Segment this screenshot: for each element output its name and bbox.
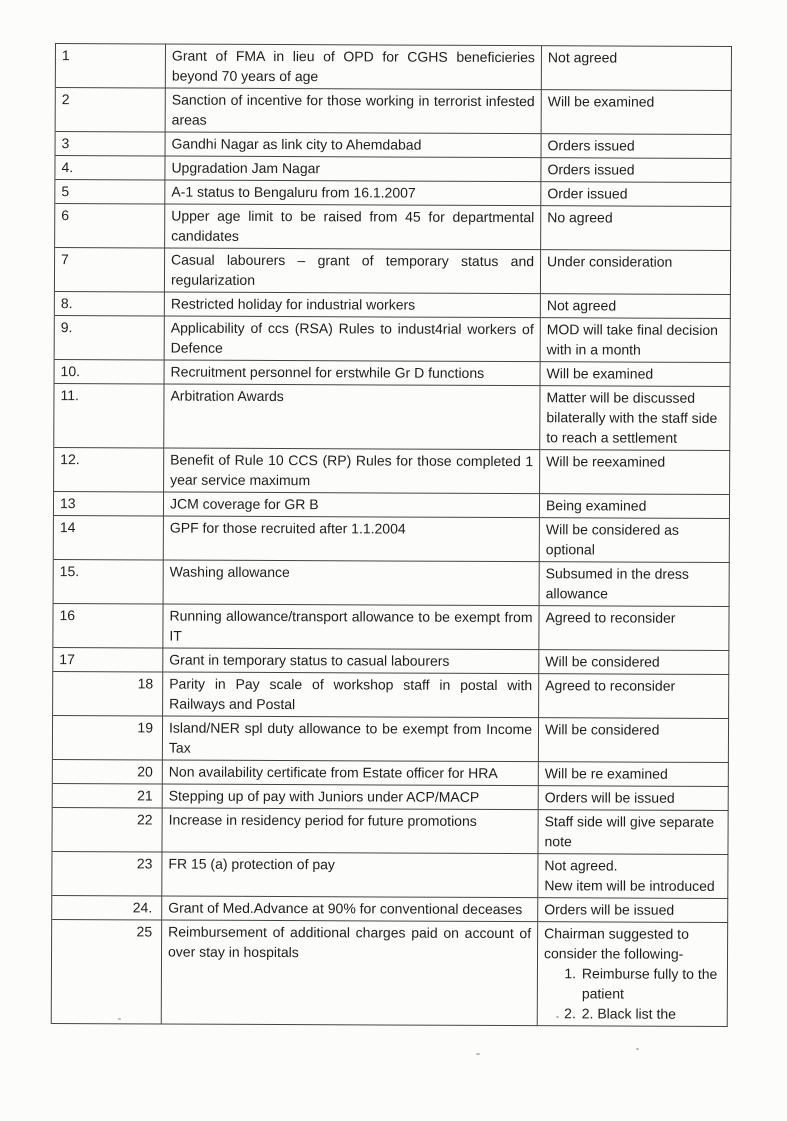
row-description: Grant in temporary status to casual labourers	[163, 649, 539, 675]
table-row	[53, 604, 729, 651]
status-list	[544, 963, 721, 1024]
row-status	[539, 762, 729, 787]
row-status	[540, 494, 730, 519]
row-status	[541, 250, 731, 295]
row-number: 12.	[54, 448, 164, 492]
table-row	[56, 88, 732, 135]
row-description: FR 15 (a) protection of pay	[162, 853, 538, 899]
row-status	[540, 450, 730, 495]
status-text: No agreed	[547, 209, 613, 226]
row-description: Grant of FMA in lieu of OPD for CGHS beneficieries beyond 70 years of age	[166, 45, 542, 91]
row-description: GPF for those recruited after 1.1.2004	[164, 517, 540, 563]
row-number: 19	[53, 716, 163, 760]
row-number: 6	[55, 204, 165, 248]
row-number: 11.	[54, 384, 164, 448]
row-status	[538, 898, 728, 923]
row-number: 3	[56, 132, 166, 156]
status-text: Not agreed	[546, 297, 617, 314]
status-text: Chairman suggested to consider the following-	[544, 925, 689, 962]
table-row	[55, 360, 731, 387]
status-text: Will be examined	[546, 365, 654, 382]
row-description: Washing allowance	[164, 561, 540, 607]
row-status	[541, 182, 731, 207]
row-number: 4.	[55, 156, 165, 180]
row-description: JCM coverage for GR B	[164, 493, 540, 519]
row-number: 5	[55, 180, 165, 204]
status-text: Being examined	[545, 497, 647, 514]
table-row	[52, 852, 728, 899]
table-row	[55, 204, 731, 251]
status-text: Order issued	[547, 185, 628, 202]
table-row	[54, 384, 730, 451]
scan-speck	[476, 1053, 480, 1055]
row-status	[539, 786, 729, 811]
row-number: 18	[53, 672, 163, 716]
row-description: Increase in residency period for future promotions	[162, 809, 538, 855]
row-description: Recruitment personnel for erstwhile Gr D functions	[165, 361, 541, 387]
table-row	[55, 156, 731, 183]
row-number: 23	[52, 852, 162, 896]
table-row	[53, 648, 729, 675]
scan-speck	[118, 1018, 121, 1020]
row-number: 9.	[55, 316, 165, 360]
table-row	[54, 492, 730, 519]
status-text: Orders will be issued	[544, 901, 675, 918]
table-row	[53, 672, 729, 719]
row-number: 20	[53, 760, 163, 784]
row-status	[538, 810, 728, 855]
table-row	[52, 808, 728, 855]
status-text: Staff side will give separate note	[544, 813, 715, 850]
row-status	[539, 674, 729, 719]
status-list-item: 2. 2. Black list the	[580, 1003, 721, 1024]
status-text: Will be considered as optional	[545, 521, 679, 558]
row-number: 14	[54, 516, 164, 560]
row-description: A-1 status to Bengaluru from 16.1.2007	[165, 181, 541, 207]
row-status	[541, 318, 731, 363]
row-number: 16	[53, 604, 163, 648]
row-status	[540, 386, 730, 451]
row-description: Island/NER spl duty allowance to be exempt from Income Tax	[163, 717, 539, 763]
row-description: Upper age limit to be raised from 45 for departmental candidates	[165, 205, 541, 251]
status-text: Agreed to reconsider	[545, 677, 676, 694]
row-number: 15.	[54, 560, 164, 604]
scan-speck	[636, 1048, 639, 1050]
table-row	[52, 896, 728, 923]
row-description: Restricted holiday for industrial workers	[165, 293, 541, 319]
row-number: 1	[56, 44, 166, 88]
row-description: Grant of Med.Advance at 90% for conventional deceases	[162, 897, 538, 923]
row-status	[541, 362, 731, 387]
status-list-item: 1. Reimburse fully to the patient	[580, 963, 721, 1004]
status-text: Not agreed	[547, 49, 618, 66]
row-status	[542, 46, 732, 91]
row-number: 24.	[52, 896, 162, 920]
table-row	[54, 448, 730, 495]
row-number: 13	[54, 492, 164, 516]
status-text: Not agreed. New item will be introduced	[544, 857, 715, 894]
row-status	[541, 294, 731, 319]
row-status	[540, 562, 730, 607]
status-text: Orders issued	[547, 161, 635, 178]
status-text: MOD will take final decision with in a month	[546, 321, 718, 358]
status-text: Will be considered	[545, 653, 660, 670]
row-description: Non availability certificate from Estate officer for HRA	[163, 761, 539, 787]
status-table	[51, 43, 732, 1027]
row-number: 2	[56, 88, 166, 132]
table-row	[52, 920, 728, 1027]
table-row	[53, 760, 729, 787]
row-status	[539, 718, 729, 763]
row-description: Stepping up of pay with Juniors under ACP/MACP	[163, 785, 539, 811]
row-number: 21	[53, 784, 163, 808]
row-status	[542, 134, 732, 159]
row-description: Sanction of incentive for those working in terrorist infested areas	[166, 89, 542, 135]
table-row	[55, 316, 731, 363]
row-status	[540, 518, 730, 563]
row-status	[541, 158, 731, 183]
row-number: 17	[53, 648, 163, 672]
table-row	[53, 784, 729, 811]
row-description: Casual labourers – grant of temporary status and regularization	[165, 249, 541, 295]
row-status	[541, 206, 731, 251]
row-description: Reimbursement of additional charges paid on account of over stay in hospitals	[162, 921, 538, 1027]
row-description: Gandhi Nagar as link city to Ahemdabad	[166, 133, 542, 159]
scan-speck	[556, 1016, 559, 1018]
status-text: Will be re examined	[544, 765, 668, 782]
row-description: Upgradation Jam Nagar	[165, 157, 541, 183]
status-text: Will be reexamined	[546, 453, 666, 470]
row-description: Applicability of ccs (RSA) Rules to indust4rial workers of Defence	[165, 317, 541, 363]
row-number: 25	[52, 920, 162, 1024]
table-row	[56, 44, 732, 91]
row-number: 10.	[55, 360, 165, 384]
row-status	[538, 854, 728, 899]
table-row	[53, 716, 729, 763]
status-text: Subsumed in the dress allowance	[545, 565, 689, 602]
status-text: Under consideration	[547, 253, 673, 270]
table-row	[54, 516, 730, 563]
row-status	[539, 650, 729, 675]
row-description: Running allowance/transport allowance to be exempt from IT	[163, 605, 539, 651]
status-text: Orders will be issued	[544, 789, 675, 806]
table-row	[55, 180, 731, 207]
table-row	[55, 248, 731, 295]
table-row	[55, 292, 731, 319]
table-row	[54, 560, 730, 607]
status-text: Agreed to reconsider	[545, 609, 676, 626]
status-text: Orders issued	[547, 137, 635, 154]
row-status	[542, 90, 732, 135]
row-number: 22	[52, 808, 162, 852]
row-status	[539, 606, 729, 651]
row-number: 7	[55, 248, 165, 292]
row-description: Benefit of Rule 10 CCS (RP) Rules for those completed 1 year service maximum	[164, 449, 540, 495]
row-description: Arbitration Awards	[164, 385, 540, 451]
status-text: Will be considered	[544, 721, 660, 738]
status-text: Matter will be discussed bilaterally with the staff side to reach a settlement	[546, 389, 718, 446]
table-row	[56, 132, 732, 159]
status-text: Will be examined	[547, 93, 655, 110]
row-status	[538, 922, 728, 1027]
row-number: 8.	[55, 292, 165, 316]
row-description: Parity in Pay scale of workshop staff in postal with Railways and Postal	[163, 673, 539, 719]
